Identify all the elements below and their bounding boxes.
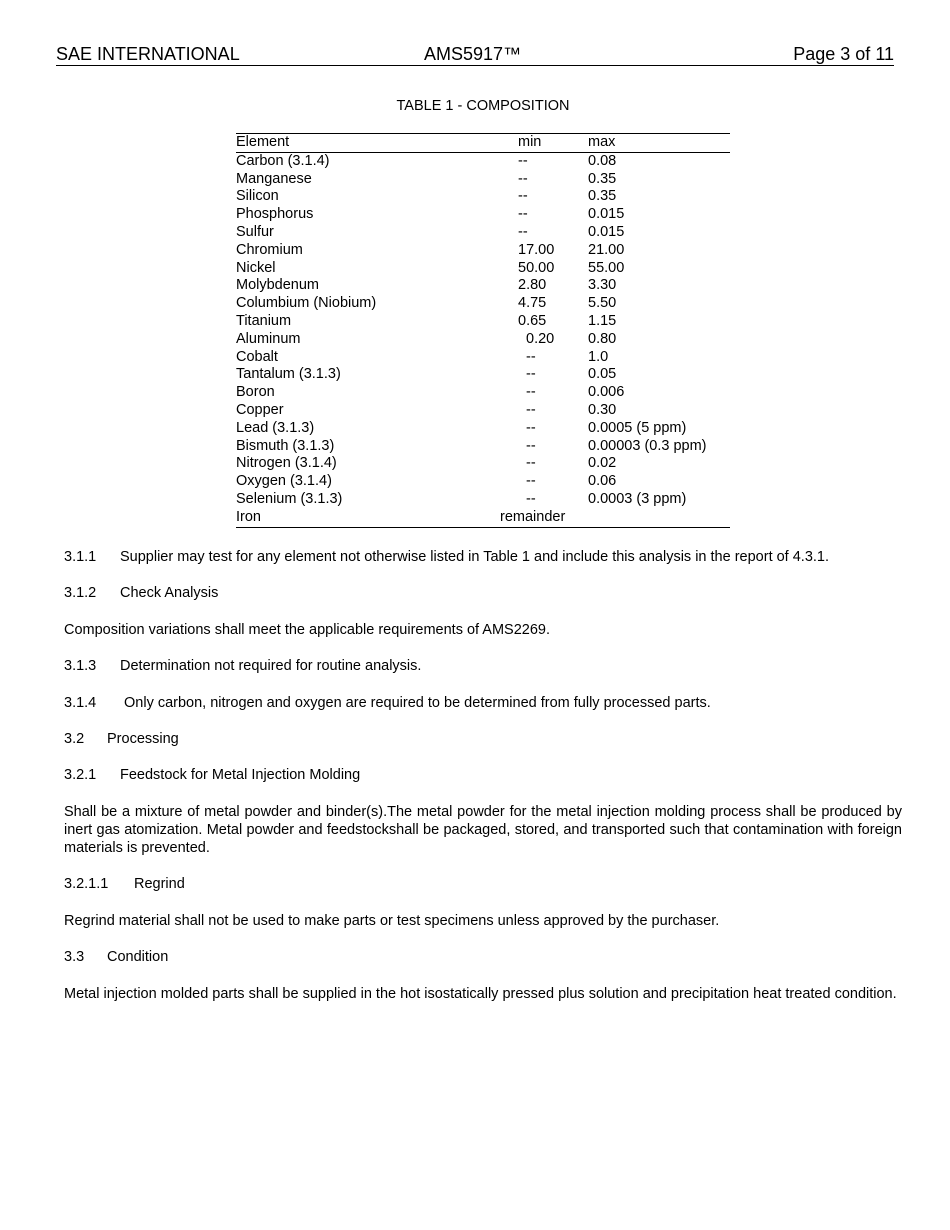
section-heading: Processing (107, 731, 179, 747)
element-min: -- (526, 401, 536, 418)
element-min: -- (518, 206, 528, 223)
table-row (236, 242, 730, 260)
table-row (236, 224, 730, 242)
table-row (236, 188, 730, 206)
section-3-2-1-1-body: Regrind material shall not be used to make parts or test specimens unless approved by the purchaser. (64, 913, 720, 929)
element-name: Boron (236, 384, 275, 401)
table-title: TABLE 1 - COMPOSITION (396, 98, 570, 114)
section-heading: Check Analysis (120, 585, 219, 601)
table-row (236, 438, 730, 456)
section-number: 3.2 (64, 731, 85, 747)
section-3-3 (64, 949, 902, 967)
element-max: 0.05 (588, 366, 617, 383)
element-min: -- (526, 455, 536, 472)
table-row (236, 260, 730, 278)
table-row (236, 509, 730, 527)
element-min: -- (518, 170, 528, 187)
table-row (236, 277, 730, 295)
element-max: 0.015 (588, 206, 625, 223)
column-header-element: Element (236, 134, 290, 150)
element-max: 0.30 (588, 401, 617, 418)
section-number: 3.1.2 (64, 585, 97, 601)
element-name: Nitrogen (3.1.4) (236, 455, 337, 472)
section-text: Supplier may test for any element not otherwise listed in Table 1 and include this analysis in the report of 4.3.1. (120, 549, 830, 565)
element-name: Molybdenum (236, 277, 320, 294)
element-name: Manganese (236, 170, 312, 187)
section-heading: Condition (107, 949, 169, 965)
element-min: -- (526, 473, 536, 490)
element-min: 2.80 (518, 277, 547, 294)
element-min: -- (526, 419, 536, 436)
element-max: 0.02 (588, 455, 617, 472)
section-text: Only carbon, nitrogen and oxygen are required to be determined from fully processed parts. (124, 695, 711, 711)
element-name: Cobalt (236, 348, 278, 365)
table-row (236, 473, 730, 491)
element-min: -- (526, 437, 536, 454)
table-row (236, 295, 730, 313)
section-number: 3.1.1 (64, 549, 97, 565)
composition-table (236, 133, 730, 528)
table-header-row (236, 133, 730, 153)
element-min: 17.00 (518, 241, 555, 258)
element-name: Lead (3.1.3) (236, 419, 315, 436)
element-max: 0.08 (588, 152, 617, 169)
table-row (236, 349, 730, 367)
element-name: Sulfur (236, 223, 274, 240)
element-max: 1.15 (588, 312, 617, 329)
section-3-1-3 (64, 658, 902, 676)
element-min: -- (518, 152, 528, 169)
element-min: -- (518, 223, 528, 240)
element-min: -- (526, 366, 536, 383)
element-max: 55.00 (588, 259, 625, 276)
table-row (236, 171, 730, 189)
element-name: Iron (236, 508, 261, 525)
element-max: 0.06 (588, 473, 617, 490)
element-name: Aluminum (236, 330, 301, 347)
section-number: 3.2.1 (64, 767, 97, 783)
header-document-number: AMS5917™ (424, 44, 522, 64)
column-header-max: max (588, 134, 616, 150)
element-min: -- (526, 490, 536, 507)
section-heading: Feedstock for Metal Injection Molding (120, 767, 361, 783)
section-text: Determination not required for routine analysis. (120, 658, 422, 674)
table-row (236, 366, 730, 384)
element-min: -- (518, 188, 528, 205)
element-min: 0.65 (518, 312, 547, 329)
element-name: Copper (236, 401, 284, 418)
section-3-3-body: Metal injection molded parts shall be supplied in the hot isostatically pressed plus solution and precipitation heat treated condition. (64, 986, 897, 1002)
element-name: Bismuth (3.1.3) (236, 437, 335, 454)
table-row (236, 491, 730, 509)
element-name: Columbium (Niobium) (236, 295, 377, 312)
element-name: Oxygen (3.1.4) (236, 473, 332, 490)
element-max: 0.00003 (0.3 ppm) (588, 437, 707, 454)
table-row (236, 402, 730, 420)
element-max: 5.50 (588, 295, 617, 312)
element-name: Carbon (3.1.4) (236, 152, 330, 169)
element-max: 0.80 (588, 330, 617, 347)
table-row (236, 384, 730, 402)
element-max: 3.30 (588, 277, 617, 294)
element-name: Silicon (236, 188, 279, 205)
section-number: 3.3 (64, 949, 85, 965)
element-min: 4.75 (518, 295, 547, 312)
section-heading: Regrind (134, 876, 185, 892)
element-name: Selenium (3.1.3) (236, 490, 343, 507)
section-3-1-1 (64, 549, 902, 567)
column-header-min: min (518, 134, 542, 150)
section-3-2-1-body: Shall be a mixture of metal powder and binder(s).The metal powder for the metal injection molding process shall be produced by inert gas atomization. Metal powder and feedstockshall be packaged, stored, and transported such that contamination with foreign materials is prevented. (64, 804, 902, 856)
element-max: 0.006 (588, 384, 625, 401)
section-number: 3.1.4 (64, 695, 97, 711)
section-3-2 (64, 731, 902, 749)
element-max: 1.0 (588, 348, 609, 365)
page-header (56, 44, 894, 66)
element-name: Chromium (236, 241, 303, 258)
section-number: 3.2.1.1 (64, 876, 109, 892)
element-name: Nickel (236, 259, 276, 276)
element-name: Titanium (236, 312, 292, 329)
section-3-1-4 (64, 695, 902, 713)
section-3-1-2-body: Composition variations shall meet the applicable requirements of AMS2269. (64, 622, 551, 638)
section-3-2-1-1 (64, 876, 902, 894)
section-3-1-2 (64, 585, 902, 603)
element-max: 0.015 (588, 223, 625, 240)
element-max: 0.0003 (3 ppm) (588, 490, 687, 507)
table-row (236, 455, 730, 473)
element-min: -- (526, 384, 536, 401)
table-row (236, 153, 730, 171)
element-max: 0.0005 (5 ppm) (588, 419, 687, 436)
section-number: 3.1.3 (64, 658, 97, 674)
element-min: -- (526, 348, 536, 365)
element-name: Tantalum (3.1.3) (236, 366, 341, 383)
element-max: 0.35 (588, 188, 617, 205)
table-body (236, 153, 730, 528)
element-min: remainder (500, 508, 566, 525)
element-max: 21.00 (588, 241, 625, 258)
table-row (236, 313, 730, 331)
table-row (236, 331, 730, 349)
table-row (236, 420, 730, 438)
header-page-number: Page 3 of 11 (793, 44, 894, 64)
header-organization: SAE INTERNATIONAL (56, 44, 240, 64)
section-3-2-1 (64, 767, 902, 785)
element-min: 50.00 (518, 259, 555, 276)
table-row (236, 206, 730, 224)
element-min: 0.20 (526, 330, 555, 347)
element-name: Phosphorus (236, 206, 314, 223)
element-max: 0.35 (588, 170, 617, 187)
